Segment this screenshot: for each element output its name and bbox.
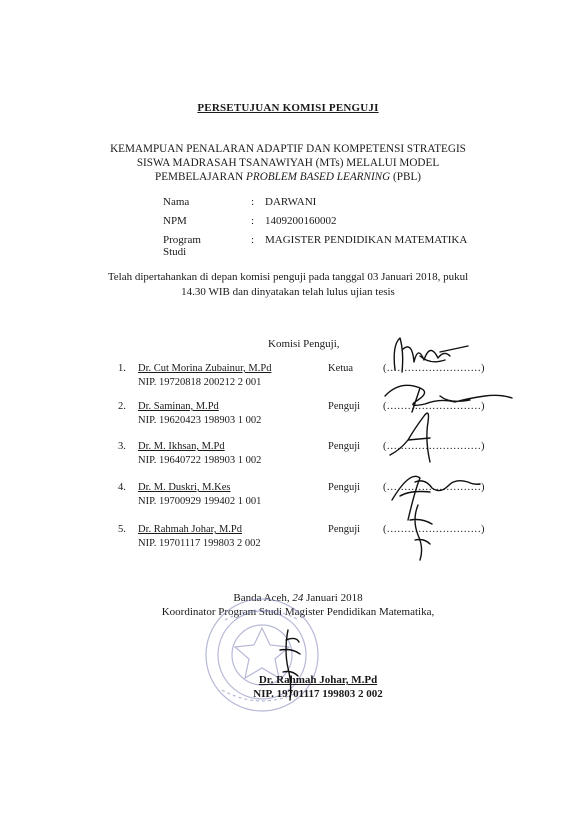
member-role: Ketua	[328, 363, 354, 374]
member-nip: NIP. 19640722 198903 1 002	[138, 455, 262, 466]
identity-colon: :	[251, 215, 255, 227]
thesis-title-line-2: SISWA MADRASAH TSANAWIYAH (MTs) MELALUI MODEL	[136, 157, 440, 169]
member-role: Penguji	[328, 524, 361, 535]
member-number: 5.	[118, 524, 126, 535]
identity-label: Program Studi	[163, 234, 201, 258]
member-signature-line: (………………………)	[383, 363, 485, 374]
member-nip: NIP. 19701117 199803 2 002	[138, 538, 261, 549]
member-nip: NIP. 19720818 200212 2 001	[138, 377, 262, 388]
identity-value: 1409200160002	[265, 215, 337, 227]
member-signature-line: (………………………)	[383, 524, 485, 535]
coordinator-name: Dr. Rahmah Johar, M.Pd	[258, 674, 378, 686]
member-role: Penguji	[328, 441, 361, 452]
identity-value: DARWANI	[265, 196, 317, 208]
thesis-title-line-1: KEMAMPUAN PENALARAN ADAPTIF DAN KOMPETENSI STRATEGIS	[110, 143, 466, 155]
place-date-suffix: Januari 2018	[303, 592, 363, 604]
signature-3	[390, 413, 430, 462]
member-signature-line: (………………………)	[383, 441, 485, 452]
identity-colon: :	[251, 196, 255, 208]
identity-label: NPM	[163, 215, 187, 227]
signature-1	[394, 338, 468, 372]
member-number: 3.	[118, 441, 126, 452]
thesis-line-3-suffix: (PBL)	[390, 171, 421, 183]
signature-5	[410, 505, 432, 560]
document-title: PERSETUJUAN KOMISI PENGUJI	[197, 102, 379, 114]
member-number: 1.	[118, 363, 126, 374]
identity-value: MAGISTER PENDIDIKAN MATEMATIKA	[265, 234, 468, 246]
member-name: Dr. Saminan, M.Pd	[138, 401, 219, 412]
identity-label: Nama	[163, 196, 190, 208]
member-name: Dr. Rahmah Johar, M.Pd	[138, 524, 242, 535]
member-nip: NIP. 19700929 199402 1 001	[138, 496, 262, 507]
member-signature-line: (………………………)	[383, 482, 485, 493]
member-signature-line: (………………………)	[383, 401, 485, 412]
member-name: Dr. Cut Morina Zubainur, M.Pd	[138, 363, 272, 374]
signature-2	[385, 385, 512, 412]
member-name: Dr. M. Ikhsan, M.Pd	[138, 441, 225, 452]
defense-line-1: Telah dipertahankan di depan komisi penguji pada tanggal 03 Januari 2018, pukul	[107, 271, 469, 283]
signature-4	[392, 476, 480, 520]
member-name: Dr. M. Duskri, M.Kes	[138, 482, 231, 493]
coordinator-signature	[280, 630, 300, 700]
coordinator-nip: NIP. 19701117 199803 2 002	[253, 688, 383, 700]
defense-line-2: 14.30 WIB dan dinyatakan telah lulus ujian tesis	[181, 286, 395, 298]
place-date-day: 24	[292, 592, 304, 604]
committee-heading: Komisi Penguji,	[268, 338, 340, 350]
thesis-line-3-italic: PROBLEM BASED LEARNING	[246, 171, 391, 183]
thesis-line-3-prefix: PEMBELAJARAN	[154, 171, 247, 183]
member-nip: NIP. 19620423 198903 1 002	[138, 415, 262, 426]
member-role: Penguji	[328, 482, 361, 493]
identity-colon: :	[251, 234, 255, 246]
place-date-prefix: Banda Aceh,	[233, 592, 293, 604]
member-role: Penguji	[328, 401, 361, 412]
coordinator-title: Koordinator Program Studi Magister Pendidikan Matematika,	[161, 606, 435, 618]
member-number: 4.	[118, 482, 126, 493]
member-number: 2.	[118, 401, 126, 412]
